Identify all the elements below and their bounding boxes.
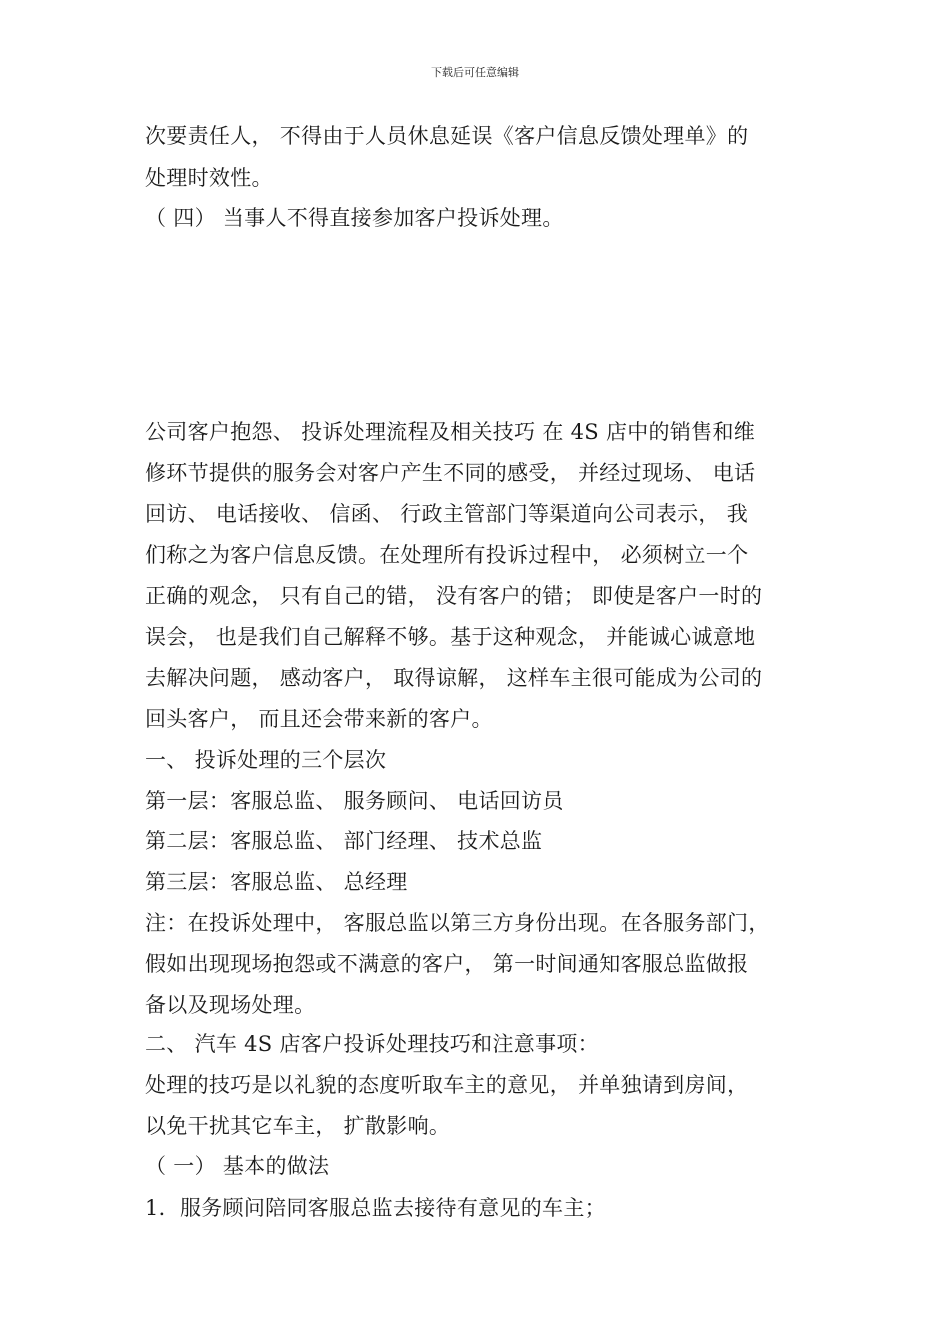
paragraph-line: 误会， 也是我们自己解释不够。基于这种观念， 并能诚心诚意地 — [145, 625, 756, 649]
list-item: 第一层：客服总监、 服务顾问、 电话回访员 — [145, 789, 564, 813]
paragraph-line: 正确的观念， 只有自己的错， 没有客户的错； 即使是客户一时的 — [145, 584, 763, 608]
paragraph-line: 公司客户抱怨、 投诉处理流程及相关技巧 在 4S 店中的销售和维 — [145, 420, 756, 444]
section-heading: （ 一） 基本的做法 — [145, 1154, 330, 1178]
paragraph-line: 去解决问题， 感动客户， 取得谅解， 这样车主很可能成为公司的 — [145, 666, 763, 690]
list-item: 1．服务顾问陪同客服总监去接待有意见的车主； — [145, 1196, 606, 1220]
paragraph-line: 次要责任人， 不得由于人员休息延误《客户信息反馈处理单》的 — [145, 124, 749, 148]
section-heading: （ 四） 当事人不得直接参加客户投诉处理。 — [145, 206, 564, 230]
paragraph-line: 回头客户， 而且还会带来新的客户。 — [145, 707, 493, 731]
section-heading: 一、 投诉处理的三个层次 — [145, 748, 387, 772]
paragraph-line: 修环节提供的服务会对客户产生不同的感受， 并经过现场、 电话 — [145, 461, 756, 485]
paragraph-line: 以免干扰其它车主， 扩散影响。 — [145, 1114, 451, 1138]
paragraph-line: 处理的技巧是以礼貌的态度听取车主的意见， 并单独请到房间， — [145, 1073, 749, 1097]
paragraph-line: 处理时效性。 — [145, 166, 273, 190]
paragraph-line: 注：在投诉处理中， 客服总监以第三方身份出现。在各服务部门， — [145, 911, 770, 935]
paragraph-line: 备以及现场处理。 — [145, 993, 316, 1017]
list-item: 第二层：客服总监、 部门经理、 技术总监 — [145, 829, 543, 853]
paragraph-line: 假如出现现场抱怨或不满意的客户， 第一时间通知客服总监做报 — [145, 952, 749, 976]
paragraph-line: 回访、 电话接收、 信函、 行政主管部门等渠道向公司表示， 我 — [145, 502, 748, 526]
paragraph-line: 们称之为客户信息反馈。在处理所有投诉过程中， 必须树立一个 — [145, 543, 749, 567]
section-heading: 二、 汽车 4S 店客户投诉处理技巧和注意事项： — [145, 1032, 599, 1056]
list-item: 第三层：客服总监、 总经理 — [145, 870, 408, 894]
page-header-note: 下载后可任意编辑 — [431, 66, 519, 79]
